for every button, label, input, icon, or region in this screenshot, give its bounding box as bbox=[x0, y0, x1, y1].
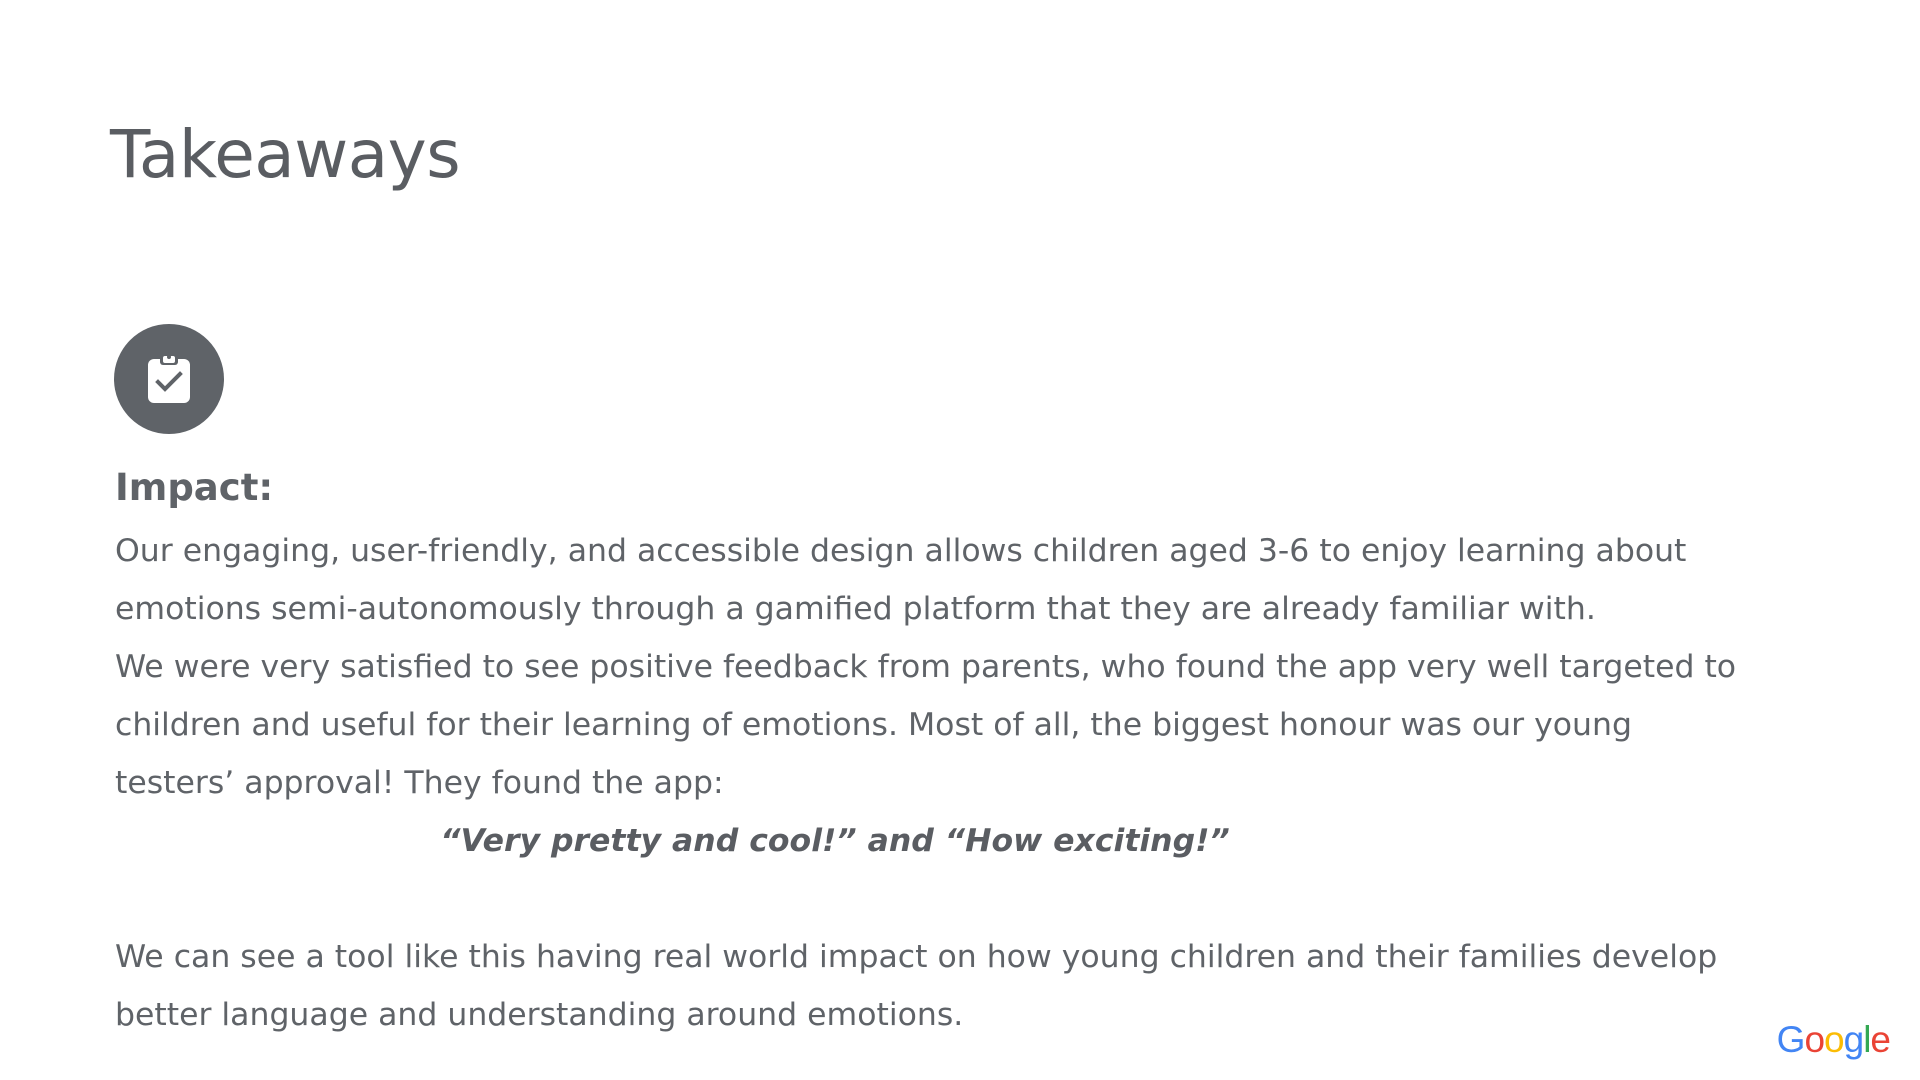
impact-icon-badge bbox=[114, 324, 224, 434]
paragraph-feedback: We were very satisfied to see positive feedback from parents, who found the app very well targeted to children and useful for their learning of emotions. Most of all, the biggest honour was our young testers’ approval! They found the app: bbox=[115, 649, 1737, 801]
google-logo-letter: l bbox=[1863, 1019, 1871, 1060]
clipboard-check-icon bbox=[139, 349, 199, 409]
google-logo-letter: g bbox=[1843, 1019, 1864, 1060]
google-logo-letter: o bbox=[1804, 1019, 1825, 1060]
slide-title: Takeaways bbox=[110, 116, 461, 193]
google-logo-letter: o bbox=[1824, 1019, 1844, 1060]
impact-body bbox=[115, 522, 1755, 1044]
google-logo-letter: G bbox=[1776, 1019, 1805, 1060]
google-logo bbox=[1777, 1021, 1890, 1058]
section-heading-impact: Impact: bbox=[115, 466, 274, 509]
google-logo-letter: e bbox=[1870, 1019, 1890, 1060]
paragraph-real-world-impact: We can see a tool like this having real world impact on how young children and their families develop better language and understanding around emotions. bbox=[115, 939, 1718, 1033]
tester-quote: “Very pretty and cool!” and “How exciting!” bbox=[440, 823, 1230, 859]
paragraph-spacer bbox=[115, 870, 1755, 928]
paragraph-design: Our engaging, user-friendly, and accessible design allows children aged 3-6 to enjoy learning about emotions semi-autonomously through a gamified platform that they are already familiar with. bbox=[115, 533, 1687, 627]
